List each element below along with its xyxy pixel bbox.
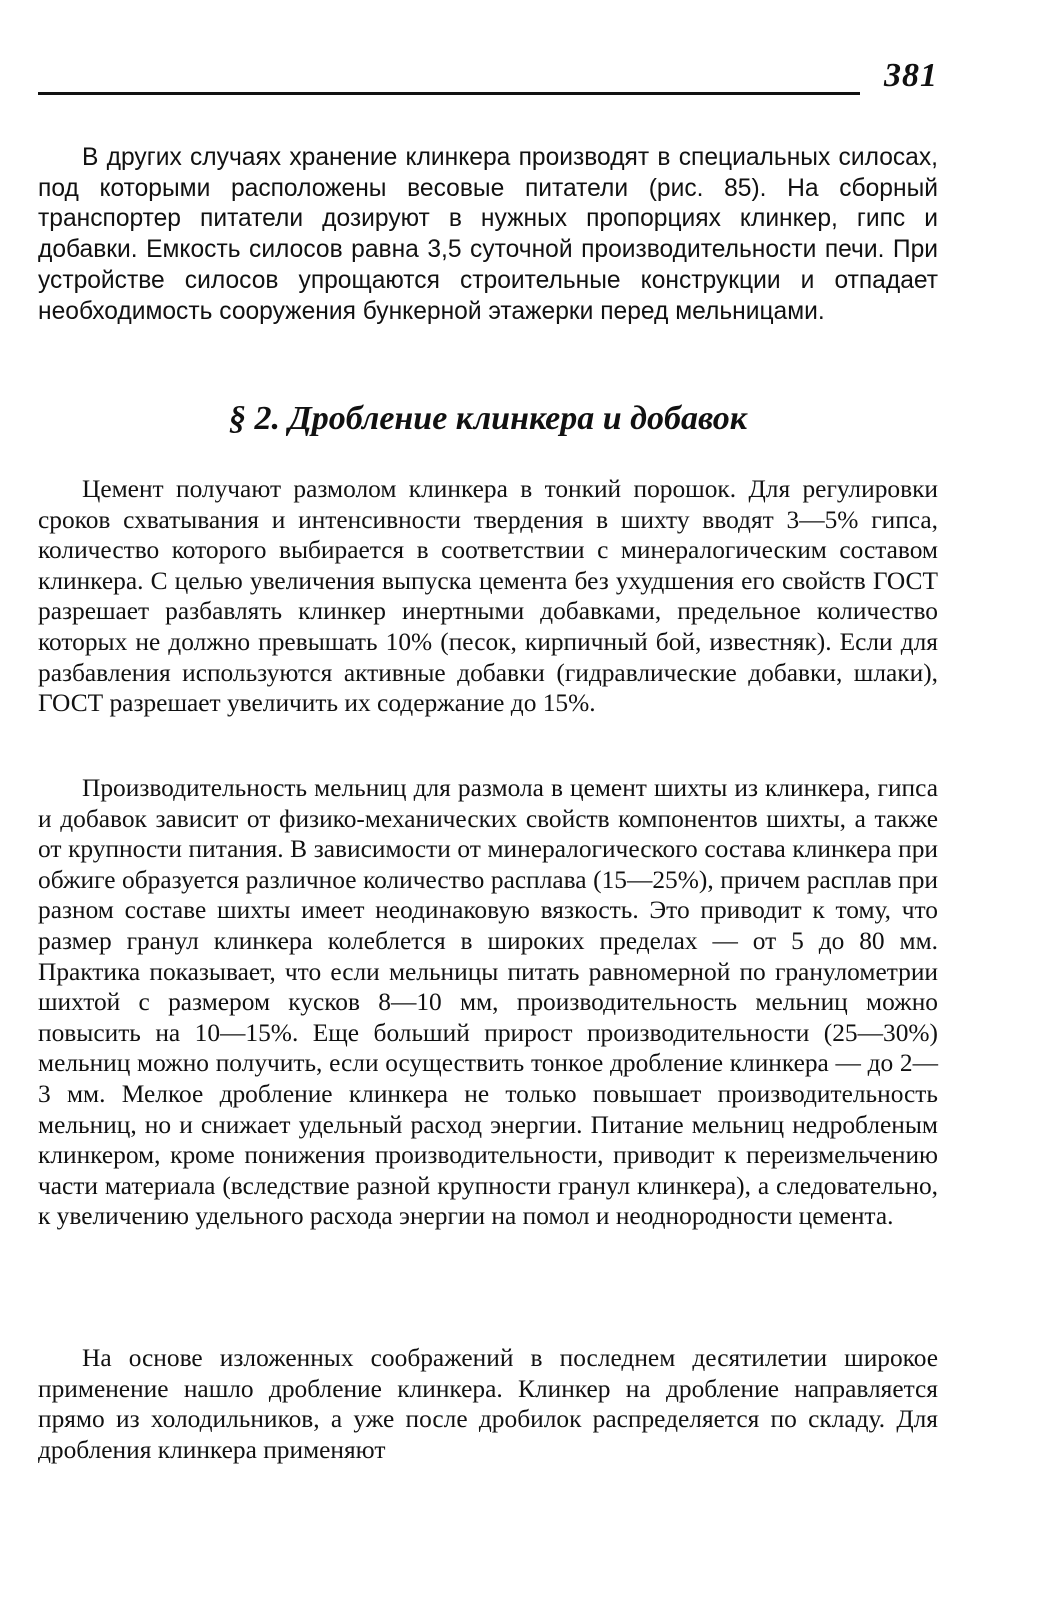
header-rule xyxy=(38,92,860,95)
paragraph-text: Производительность мельниц для размола в цемент шихты из клинкера, гипса и добавок зависит от физико-механических свойств компонентов шихты, а также от крупности питания. В зависимости от минералогического состава клинкера при обжиге образуется различное количество расплава (15—25%), причем расплав при разном составе шихты имеет неодинаковую вязкость. Это приводит к тому, что размер гранул клинкера колеблется в широких пределах — от 5 до 80 мм. Практика показывает, что если мельницы питать равномерной по гранулометрии шихтой с размером кусков 8—10 мм, производительность мельниц можно повысить на 10—15%. Еще больший прирост производительности (25—30%) мельниц можно получить, если осуществить тонкое дробление клинкера — до 2—3 мм. Мелкое дробление клинкера не только повышает производительность мельниц, но и снижает удельный расход энергии. Питание мельниц недробленым клинкером, кроме понижения производительности, приводит к переизмельчению части материала (вследствие разной крупности гранул клинкера), а следовательно, к увеличению удельного расхода энергии на помол и неоднородности цемента. xyxy=(38,774,938,1231)
paragraph-silos xyxy=(38,143,938,327)
paragraph-cement xyxy=(38,474,938,719)
section-title: § 2. Дробление клинкера и добавок xyxy=(229,400,747,437)
page-number: 381 xyxy=(884,57,938,94)
paragraph-mill-productivity xyxy=(38,773,938,1232)
paragraph-clinker-crushing xyxy=(38,1343,938,1465)
paragraph-text: На основе изложенных соображений в последнем десятилетии широкое применение нашло дробление клинкера. Клинкер на дробление направляется прямо из холодильников, а уже после дробилок распределяется по складу. Для дробления клинкера применяют xyxy=(38,1344,938,1464)
paragraph-text: Цемент получают размолом клинкера в тонкий порошок. Для регулировки сроков схватывания и интенсивности твердения в шихту вводят 3—5% гипса, количество которого выбирается в соответствии с минералогическим составом клинкера. С целью увеличения выпуска цемента без ухудшения его свойств ГОСТ разрешает разбавлять клинкер инертными добавками, предельное количество которых не должно превышать 10% (песок, кирпичный бой, известняк). Если для разбавления используются активные добавки (гидравлические добавки, шлаки), ГОСТ разрешает увеличить их содержание до 15%. xyxy=(38,475,938,718)
paragraph-text: В других случаях хранение клинкера производят в специальных силосах, под которыми расположены весовые питатели (рис. 85). На сборный транспортер питатели дозируют в нужных пропорциях клинкер, гипс и добавки. Емкость силосов равна 3,5 суточной производительности печи. При устройстве силосов упрощаются строительные конструкции и отпадает необходимость сооружения бункерной этажерки перед мельницами. xyxy=(38,144,938,325)
page-header xyxy=(38,56,938,100)
